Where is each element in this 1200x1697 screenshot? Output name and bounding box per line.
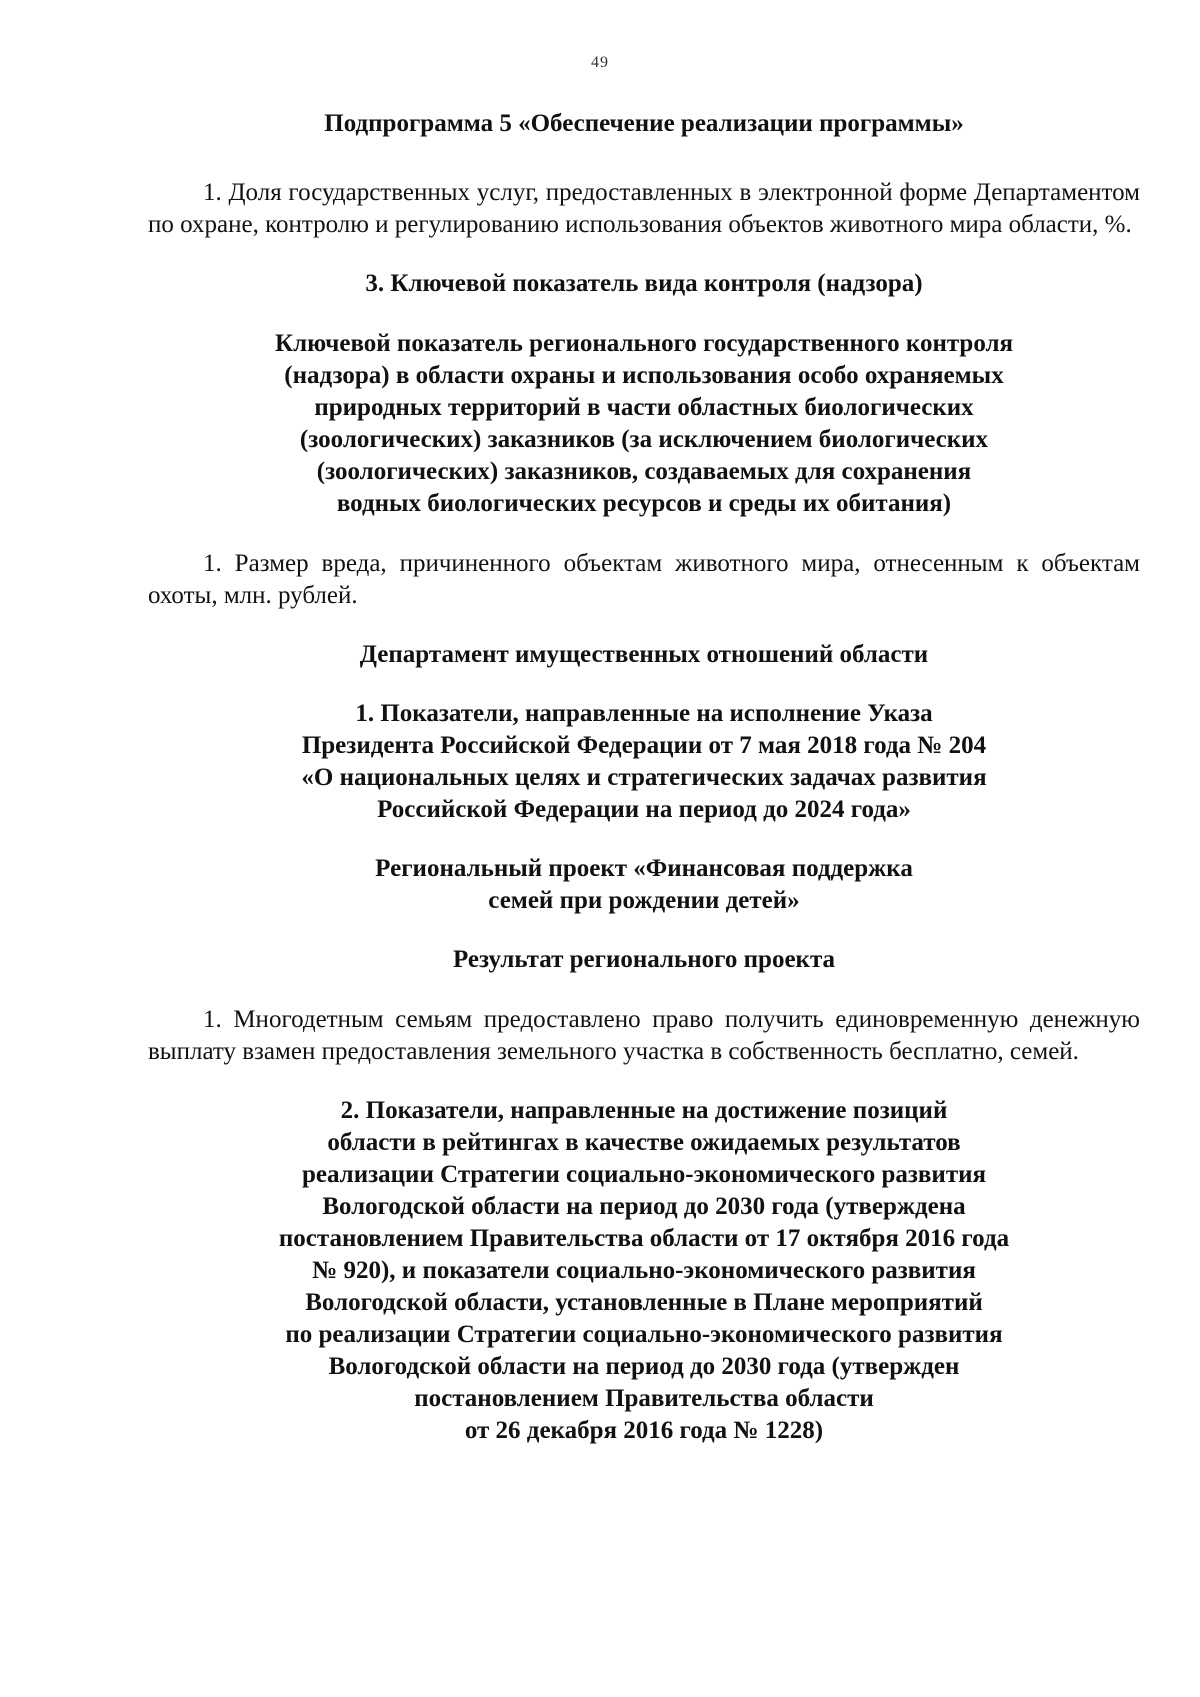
key-indicator-heading	[148, 328, 1140, 520]
heading-line: Вологодской области на период до 2030 года (утверждена	[322, 1193, 966, 1220]
heading-line: природных территорий в части областных биологических	[314, 394, 974, 421]
heading-line: (зоологических) заказников (за исключением биологических	[299, 426, 989, 453]
heading-line: Результат регионального проекта	[452, 946, 836, 973]
heading-line: Вологодской области, установленные в Плане мероприятий	[305, 1289, 983, 1316]
heading-line: Региональный проект «Финансовая поддержка	[375, 855, 913, 882]
heading-line: 2. Показатели, направленные на достижение позиций	[340, 1097, 948, 1124]
heading-line: постановлением Правительства области от 17 октября 2016 года	[278, 1225, 1010, 1252]
indicator-paragraph: 1. Размер вреда, причиненного объектам животного мира, отнесенным к объектам охоты, млн. рублей.	[148, 550, 1140, 609]
heading-line: Российской Федерации на период до 2024 года»	[377, 796, 911, 823]
indicator-paragraph: 1. Многодетным семьям предоставлено право получить единовременную денежную выплату взамен предоставления земельного участка в собственность бесплатно, семей.	[148, 1006, 1140, 1065]
section-heading	[148, 268, 1140, 300]
heading-line: «О национальных целях и стратегических задачах развития	[301, 764, 987, 791]
heading-line: семей при рождении детей»	[488, 887, 800, 914]
heading-line: 3. Ключевой показатель вида контроля (надзора)	[365, 270, 923, 297]
heading-line: по реализации Стратегии социально-экономического развития	[285, 1321, 1003, 1348]
heading-line: Подпрограмма 5 «Обеспечение реализации программы»	[324, 110, 964, 137]
section-heading	[148, 698, 1140, 826]
result-heading	[148, 944, 1140, 976]
heading-line: Президента Российской Федерации от 7 мая 2018 года № 204	[301, 732, 987, 759]
heading-line: Ключевой показатель регионального государственного контроля	[274, 330, 1014, 357]
department-heading	[148, 639, 1140, 671]
project-heading	[148, 853, 1140, 917]
heading-line: от 26 декабря 2016 года № 1228)	[464, 1417, 824, 1444]
heading-line: Вологодской области на период до 2030 года (утвержден	[328, 1353, 960, 1380]
document-body	[148, 100, 1140, 1447]
heading-line: постановлением Правительства области	[414, 1385, 874, 1412]
heading-line: реализации Стратегии социально-экономического развития	[301, 1161, 987, 1188]
section-heading	[148, 1095, 1140, 1447]
subprogram-heading	[148, 108, 1140, 140]
heading-line: водных биологических ресурсов и среды их обитания)	[336, 490, 952, 517]
heading-line: № 920), и показатели социально-экономического развития	[312, 1257, 976, 1284]
heading-line: (зоологических) заказников, создаваемых для сохранения	[316, 458, 972, 485]
heading-line: области в рейтингах в качестве ожидаемых результатов	[327, 1129, 961, 1156]
heading-line: Департамент имущественных отношений области	[359, 641, 929, 668]
heading-line: (надзора) в области охраны и использования особо охраняемых	[284, 362, 1004, 389]
indicator-paragraph: 1. Доля государственных услуг, предоставленных в электронной форме Департаментом по охране, контролю и регулированию использования объектов животного мира области, %.	[148, 179, 1140, 238]
page-number: 49	[591, 54, 609, 71]
heading-line: 1. Показатели, направленные на исполнение Указа	[355, 700, 933, 727]
